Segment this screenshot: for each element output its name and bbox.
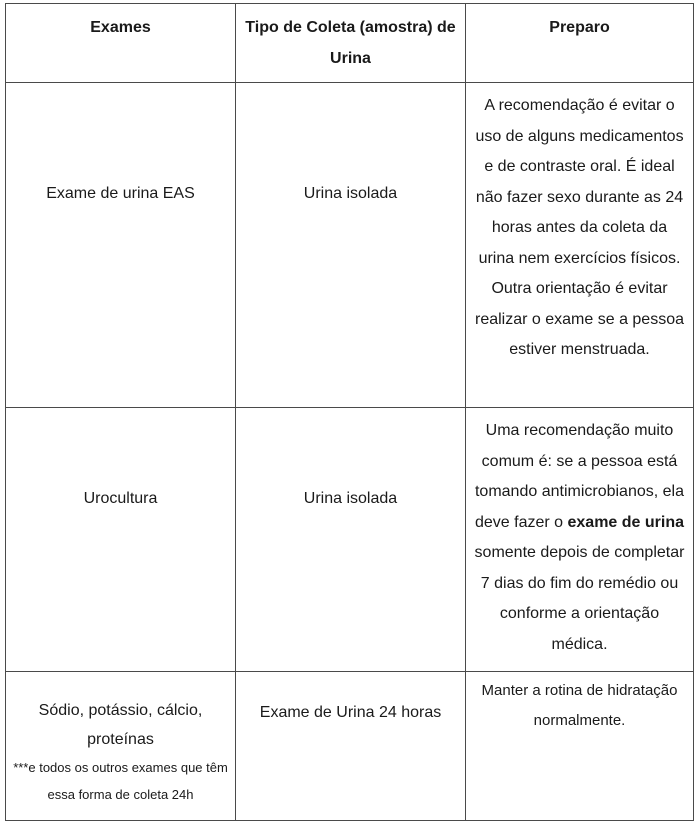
table-header-row	[6, 4, 694, 83]
header-tipo-coleta: Tipo de Coleta (amostra) de Urina	[236, 4, 466, 83]
table-row	[6, 83, 694, 408]
exame-text: Sódio, potássio, cálcio, proteínas	[38, 702, 203, 748]
preparo-text-bold: exame de urina	[567, 513, 684, 531]
cell-preparo: Manter a rotina de hidratação normalmente.	[466, 672, 694, 821]
cell-tipo: Urina isolada	[236, 408, 466, 672]
cell-exame: Urocultura	[6, 408, 236, 672]
preparo-text-before: Uma recomendação muito comum é: se a pessoa está tomando antimicrobianos, ela deve fazer o	[474, 422, 684, 531]
preparo-text-after: somente depois de completar 7 dias do fim do remédio ou conforme a orientação médica.	[474, 544, 685, 653]
cell-preparo	[466, 408, 694, 672]
exam-table	[5, 3, 694, 821]
cell-tipo: Urina isolada	[236, 83, 466, 408]
header-exames: Exames	[6, 4, 236, 83]
header-preparo: Preparo	[466, 4, 694, 83]
table-row	[6, 672, 694, 821]
cell-tipo: Exame de Urina 24 horas	[236, 672, 466, 821]
exame-note: ***e todos os outros exames que têm essa forma de coleta 24h	[13, 760, 228, 802]
cell-exame: Exame de urina EAS	[6, 83, 236, 408]
table-row	[6, 408, 694, 672]
cell-preparo: A recomendação é evitar o uso de alguns medicamentos e de contraste oral. É ideal não fazer sexo durante as 24 horas antes da coleta da urina nem exercícios físicos. Outra orientação é evitar realizar o exame se a pessoa estiver menstruada.	[466, 83, 694, 408]
cell-exame	[6, 672, 236, 821]
